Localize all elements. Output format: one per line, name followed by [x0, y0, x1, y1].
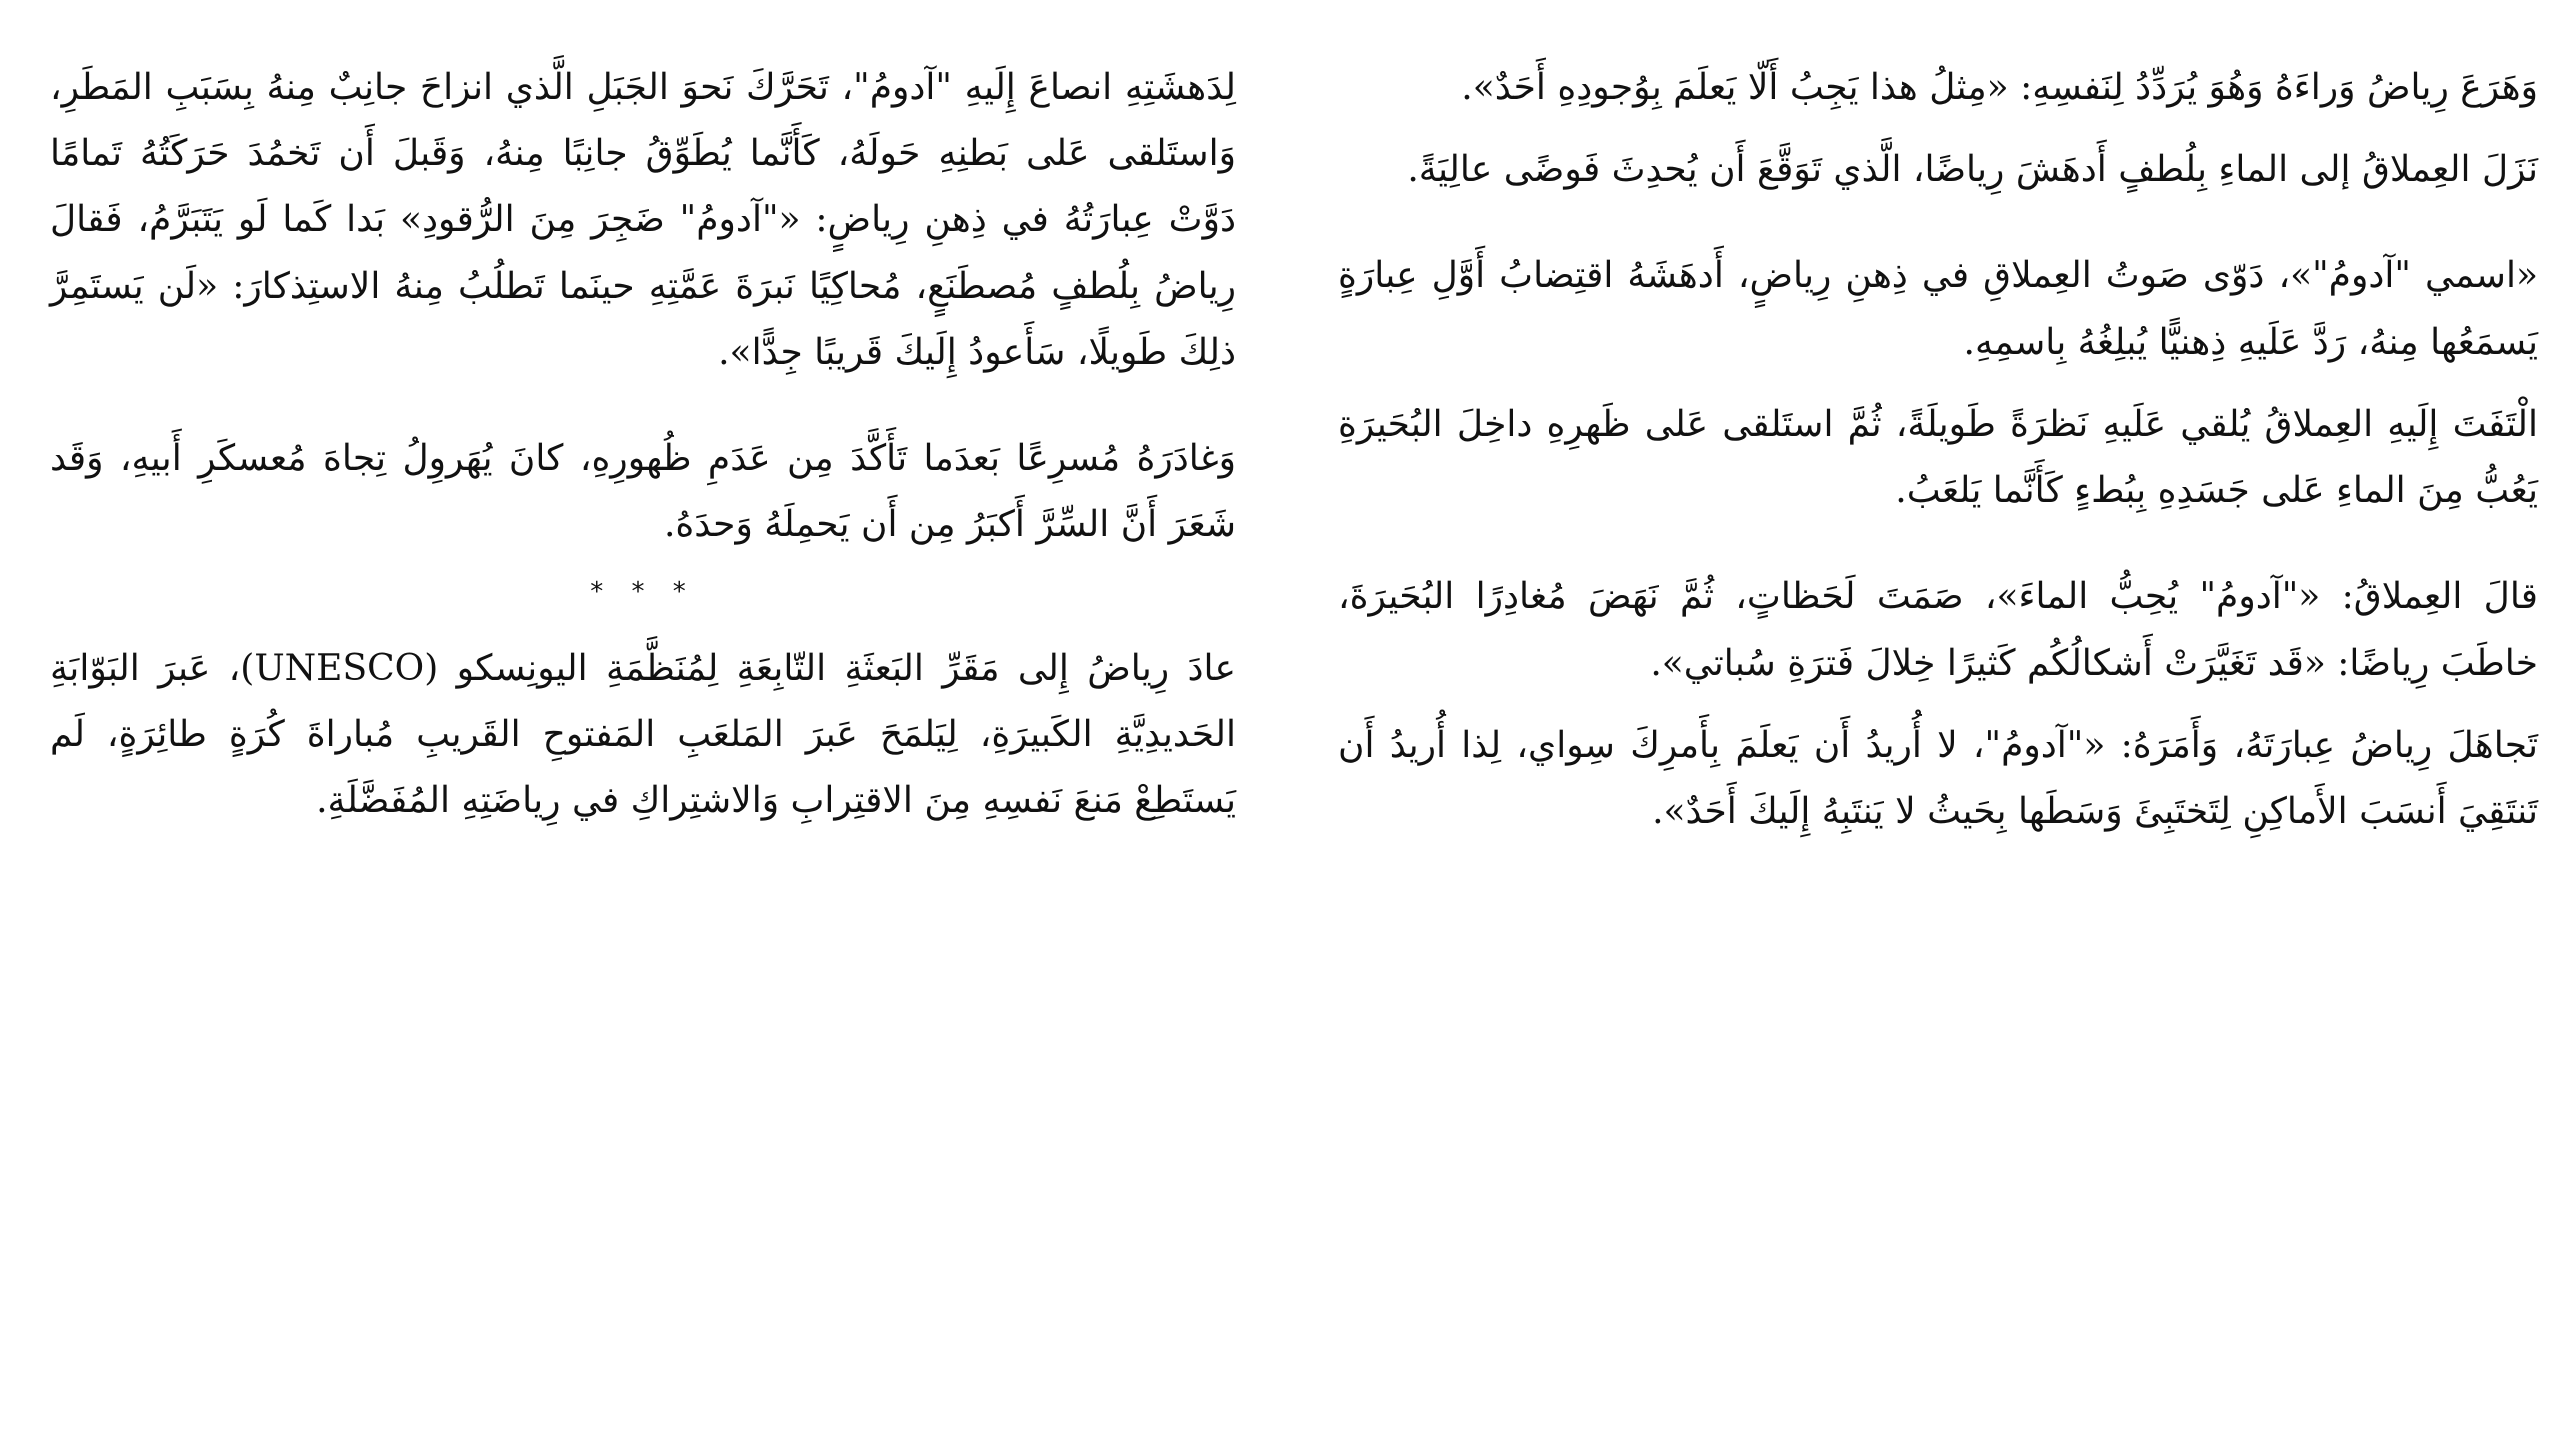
right-page	[1338, 55, 2538, 861]
left-page-paragraph: وَغادَرَهُ مُسرِعًا بَعدَما تَأَكَّدَ مِن عَدَمِ ظُهورِهِ، كانَ يُهَروِلُ تِجاهَ مُعسكَرِ أَبيهِ، وَقَد شَعَرَ أَنَّ السِّرَّ أَكبَرُ مِن أَن يَحمِلَهُ وَحدَهُ.	[50, 438, 1236, 546]
left-page-paragraph: لِدَهشَتِهِ انصاعَ إِلَيهِ "آدومُ"، تَحَرَّكَ نَحوَ الجَبَلِ الَّذي انزاحَ جانِبٌ مِنهُ بِسَبَبِ المَطَرِ، وَاستَلقى عَلى بَطنِهِ حَولَهُ، كَأَنَّما يُطَوِّقُ جانِبًا مِنهُ، وَقَبلَ أَن تَخمُدَ حَرَكَتُهُ تَمامًا دَوَّتْ عِبارَتُهُ في ذِهنِ رِياضٍ: «"آدومُ" ضَجِرَ مِنَ الرُّقودِ» بَدا كَما لَو يَتَبَرَّمُ، فَقالَ رِياضُ بِلُطفٍ مُصطَنَعٍ، مُحاكِيًا نَبرَةَ عَمَّتِهِ حينَما تَطلُبُ مِنهُ الاستِذكارَ: «لَن يَستَمِرَّ ذلِكَ طَويلًا، سَأَعودُ إِلَيكَ قَريبًا جِدًّا».	[50, 67, 1236, 373]
right-page-paragraph: وَهَرَعَ رِياضُ وَراءَهُ وَهُوَ يُرَدِّدُ لِنَفسِهِ: «مِثلُ هذا يَجِبُ أَلّا يَعلَمَ بِوُجودِهِ أَحَدٌ».	[1461, 67, 2538, 108]
section-break: * * *	[590, 576, 696, 607]
right-page-paragraph: قالَ العِملاقُ: «"آدومُ" يُحِبُّ الماءَ»، صَمَتَ لَحَظاتٍ، ثُمَّ نَهَضَ مُغادِرًا البُحَيرَةَ، خاطَبَ رِياضًا: «قَد تَغَيَّرَتْ أَشكالُكُم كَثيرًا خِلالَ فَترَةِ سُباتي».	[1338, 576, 2538, 684]
right-page-paragraph: تَجاهَلَ رِياضُ عِبارَتَهُ، وَأَمَرَهُ: «"آدومُ"، لا أُريدُ أَن يَعلَمَ بِأَمرِكَ سِواي، لِذا أُريدُ أَن تَنتَقِيَ أَنسَبَ الأَماكِنِ لِتَختَبِئَ وَسَطَها بِحَيثُ لا يَنتَبِهُ إِلَيكَ أَحَدٌ».	[1338, 724, 2538, 833]
right-page-paragraph: الْتَفَتَ إِلَيهِ العِملاقُ يُلقي عَلَيهِ نَظرَةً طَويلَةً، ثُمَّ استَلقى عَلى ظَهرِهِ داخِلَ البُحَيرَةِ يَعُبُّ مِنَ الماءِ عَلى جَسَدِهِ بِبُطءٍ كَأَنَّما يَلعَبُ.	[1338, 403, 2538, 512]
right-page-paragraph: «اسمي "آدومُ"»، دَوّى صَوتُ العِملاقِ في ذِهنِ رِياضٍ، أَدهَشَهُ اقتِضابُ أَوَّلِ عِبارَةٍ يَسمَعُها مِنهُ، رَدَّ عَلَيهِ ذِهنيًّا يُبلِغُهُ بِاسمِهِ.	[1338, 255, 2538, 363]
right-page-paragraph: نَزَلَ العِملاقُ إلى الماءِ بِلُطفٍ أَدهَشَ رِياضًا، الَّذي تَوَقَّعَ أَن يُحدِثَ فَوضًى عالِيَةً.	[1407, 149, 2538, 191]
left-page	[50, 55, 1236, 851]
left-page-paragraph: عادَ رِياضُ إِلى مَقَرِّ البَعثَةِ التّابِعَةِ لِمُنَظَّمَةِ اليونِسكو (UNESCO)، عَبرَ البَوّابَةِ الحَديدِيَّةِ الكَبيرَةِ، لِيَلمَحَ عَبرَ المَلعَبِ المَفتوحِ القَريبِ مُباراةَ كُرَةٍ طائِرَةٍ، لَم يَستَطِعْ مَنعَ نَفسِهِ مِنَ الاقتِرابِ وَالاشتِراكِ في رِياضَتِهِ المُفَضَّلَةِ.	[50, 647, 1236, 822]
